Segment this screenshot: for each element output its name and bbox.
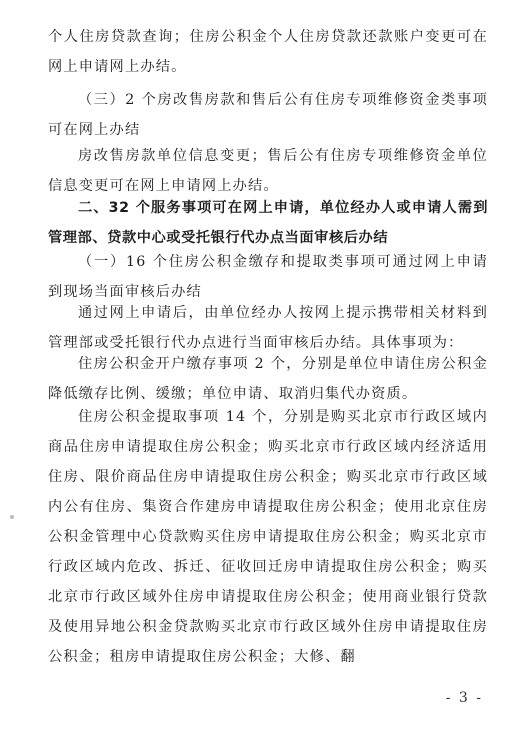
heading-subsection-1: （一）16 个住房公积金缴存和提取类事项可通过网上申请到现场当面审核后办结	[48, 254, 488, 300]
scan-mark	[10, 515, 14, 519]
paragraph-deposit-items: 住房公积金开户缴存事项 2 个，分别是单位申请住房公积金降低缴存比例、缓缴；单位申请、取消归集代办资质。	[48, 356, 488, 402]
paragraph-housing-fund-items: 房改售房款单位信息变更；售后公有住房专项维修资金单位信息变更可在网上申请网上办结。	[48, 148, 488, 194]
heading-part-2: 二、32 个服务事项可在网上申请，单位经办人或申请人需到管理部、贷款中心或受托银行代办点当面审核后办结	[48, 200, 488, 246]
paragraph-loan-items: 个人住房贷款查询；住房公积金个人住房贷款还款账户变更可在网上申请网上办结。	[48, 29, 488, 75]
paragraph-procedure: 通过网上申请后，由单位经办人按网上提示携带相关材料到管理部或受托银行代办点进行当面审核后办结。具体事项为：	[48, 305, 488, 351]
page-number: - 3 -	[445, 690, 483, 706]
paragraph-withdrawal-items: 住房公积金提取事项 14 个，分别是购买北京市行政区域内商品住房申请提取住房公积金；购买北京市行政区域内经济适用住房、限价商品住房申请提取住房公积金；购买北京市行政区域内公有住房、集资合作建房申请提取住房公积金；使用北京住房公积金管理中心贷款购买住房申请提取住房公积金；购买北京市行政区域内危改、拆迁、征收回迁房申请提取住房公积金；购买北京市行政区域外住房申请提取住房公积金；使用商业银行贷款及使用异地公积金贷款购买北京市行政区域外住房申请提取住房公积金；租房申请提取住房公积金；大修、翻	[48, 409, 488, 665]
heading-section-3: （三）2 个房改售房款和售后公有住房专项维修资金类事项可在网上办结	[48, 92, 488, 138]
